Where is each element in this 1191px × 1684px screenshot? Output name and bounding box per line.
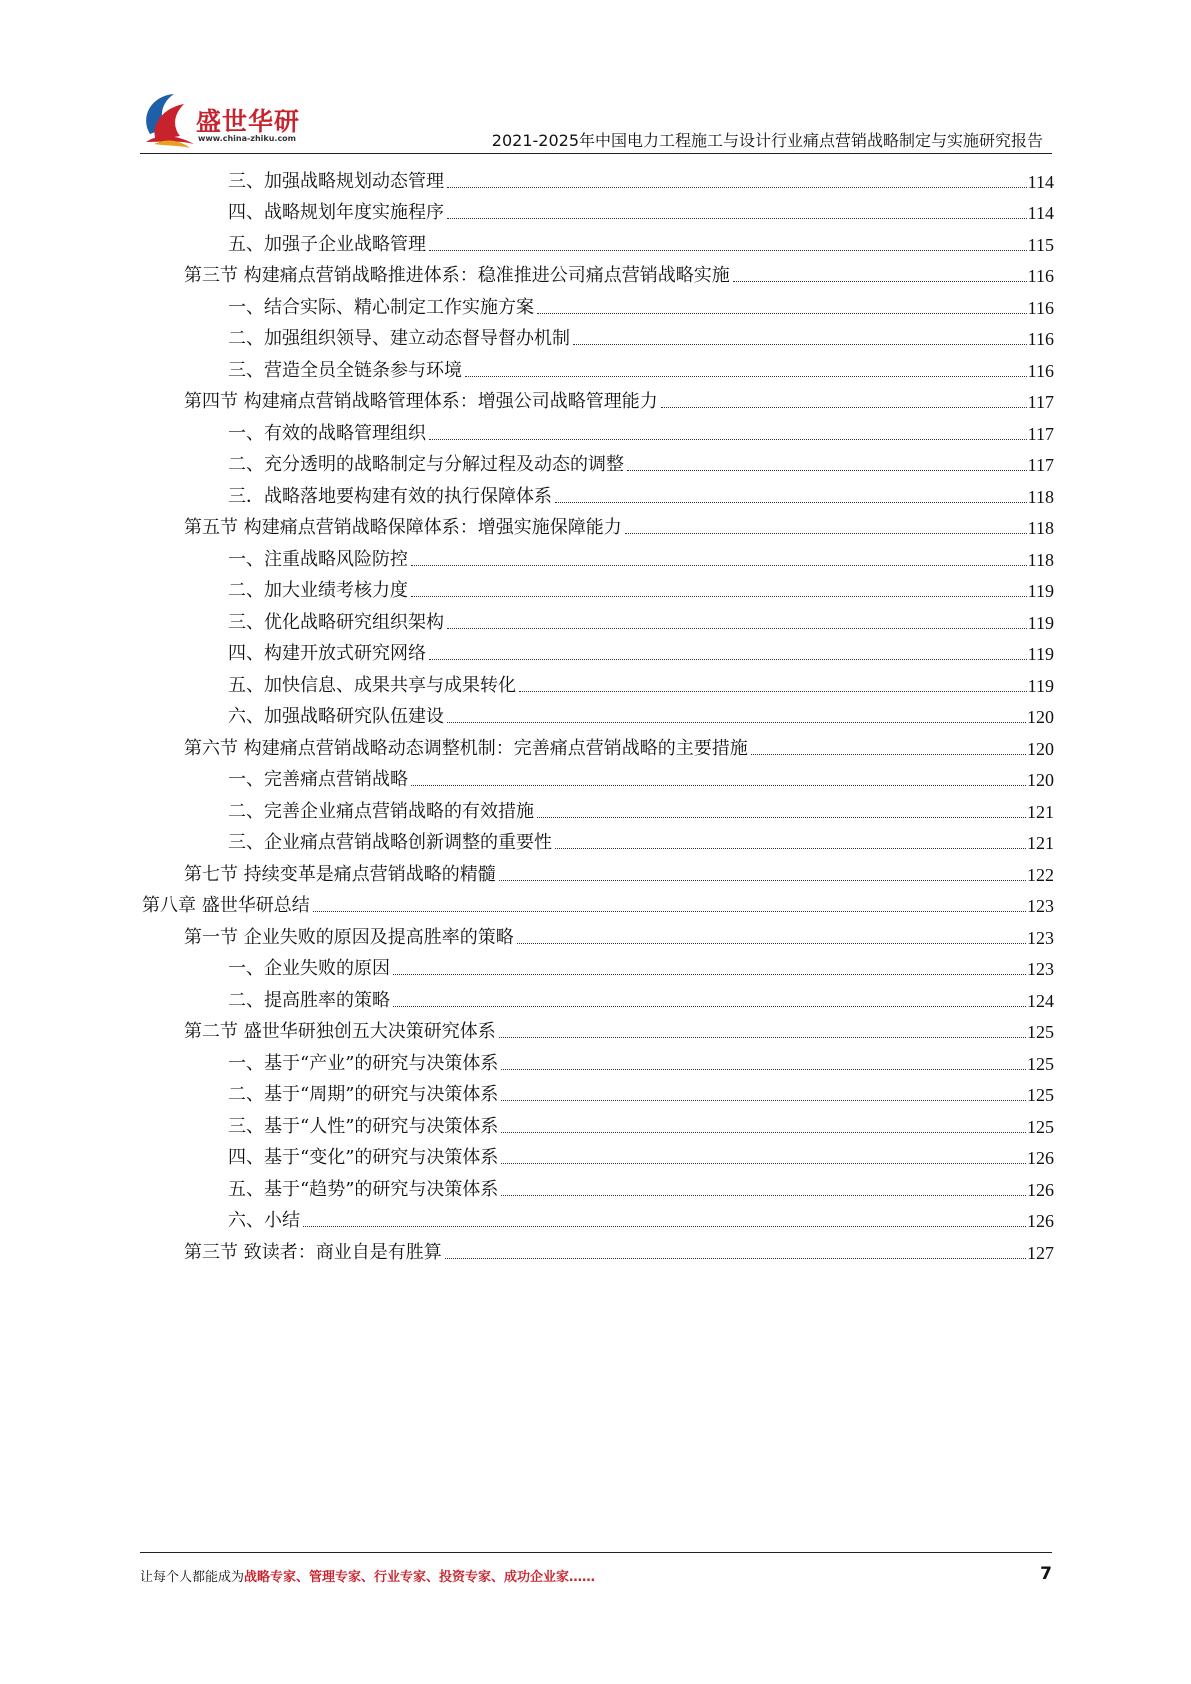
toc-entry[interactable] xyxy=(140,823,1054,855)
toc-entry[interactable] xyxy=(140,1043,1054,1075)
toc-entry[interactable] xyxy=(140,760,1054,792)
toc-entry-title: 第七节 持续变革是痛点营销战略的精髓 xyxy=(184,863,496,885)
toc-entry[interactable] xyxy=(140,634,1054,666)
toc-entry-title: 三、优化战略研究组织架构 xyxy=(228,611,444,633)
toc-entry-title: 三、加强战略规划动态管理 xyxy=(228,170,444,192)
toc-entry-title: 第三节 致读者：商业自是有胜算 xyxy=(184,1241,442,1263)
toc-entry-page: 123 xyxy=(1027,927,1054,948)
toc-entry-page: 124 xyxy=(1027,990,1054,1011)
toc-dot-leader xyxy=(519,691,1027,692)
toc-dot-leader xyxy=(661,407,1027,408)
toc-entry[interactable] xyxy=(140,791,1054,823)
toc-entry-title: 四、战略规划年度实施程序 xyxy=(228,202,444,223)
toc-dot-leader xyxy=(411,785,1026,786)
toc-dot-leader xyxy=(573,344,1027,345)
toc-dot-leader xyxy=(625,533,1027,534)
footer-slogan-highlight: 战略专家、管理专家、行业专家、投资专家、成功企业家…… xyxy=(244,1570,596,1585)
toc-entry[interactable] xyxy=(140,287,1054,319)
toc-dot-leader xyxy=(499,880,1026,881)
toc-entry-page: 119 xyxy=(1027,675,1054,696)
toc-entry-page: 114 xyxy=(1027,171,1054,192)
toc-entry-title: 二、充分透明的战略制定与分解过程及动态的调整 xyxy=(228,454,624,475)
toc-entry-title: 二、完善企业痛点营销战略的有效措施 xyxy=(228,800,534,822)
toc-entry-title: 第四节 构建痛点营销战略管理体系：增强公司战略管理能力 xyxy=(184,391,658,412)
toc-entry-page: 126 xyxy=(1027,1179,1054,1200)
toc-entry-title: 一、基于“产业”的研究与决策体系 xyxy=(228,1052,499,1074)
toc-entry-page: 119 xyxy=(1027,644,1054,664)
toc-entry[interactable] xyxy=(140,476,1054,508)
toc-dot-leader xyxy=(501,1069,1026,1070)
toc-entry-page: 126 xyxy=(1027,1211,1054,1231)
toc-dot-leader xyxy=(447,722,1026,723)
toc-entry-title: 第三节 构建痛点营销战略推进体系：稳准推进公司痛点营销战略实施 xyxy=(184,265,730,286)
toc-entry[interactable] xyxy=(140,413,1054,445)
toc-entry[interactable] xyxy=(140,161,1054,193)
toc-entry[interactable] xyxy=(140,382,1054,414)
toc-dot-leader xyxy=(429,659,1027,660)
toc-dot-leader xyxy=(393,974,1026,975)
toc-entry[interactable] xyxy=(140,1138,1054,1170)
toc-dot-leader xyxy=(447,628,1027,629)
toc-entry-page: 125 xyxy=(1027,1053,1054,1074)
toc-entry[interactable] xyxy=(140,319,1054,351)
toc-dot-leader xyxy=(537,817,1026,818)
toc-entry[interactable] xyxy=(140,539,1054,571)
toc-entry[interactable] xyxy=(140,1201,1054,1233)
toc-entry[interactable] xyxy=(140,665,1054,697)
toc-entry[interactable] xyxy=(140,571,1054,603)
report-title: 2021-2025年中国电力工程施工与设计行业痛点营销战略制定与实施研究报告 xyxy=(491,131,1043,150)
toc-entry[interactable] xyxy=(140,697,1054,729)
page-footer xyxy=(140,1566,1052,1590)
toc-entry-page: 117 xyxy=(1027,423,1054,444)
toc-dot-leader xyxy=(555,502,1027,503)
page-number: 7 xyxy=(1040,1564,1052,1584)
toc-entry-title: 第八章 盛世华研总结 xyxy=(142,895,310,916)
toc-entry[interactable] xyxy=(140,1012,1054,1044)
toc-entry-page: 118 xyxy=(1027,486,1054,507)
toc-dot-leader xyxy=(447,218,1027,219)
toc-entry[interactable] xyxy=(140,917,1054,949)
toc-entry-title: 第二节 盛世华研独创五大决策研究体系 xyxy=(184,1021,496,1042)
toc-entry-title: 三、企业痛点营销战略创新调整的重要性 xyxy=(228,832,552,853)
toc-dot-leader xyxy=(537,313,1027,314)
page-header xyxy=(0,0,1191,160)
toc-entry[interactable] xyxy=(140,1169,1054,1201)
footer-divider xyxy=(140,1552,1052,1553)
toc-dot-leader xyxy=(517,943,1026,944)
toc-dot-leader xyxy=(751,754,1026,755)
toc-entry-page: 115 xyxy=(1027,234,1054,255)
footer-slogan-lead: 让每个人都能成为 xyxy=(140,1570,245,1585)
toc-entry-page: 126 xyxy=(1027,1148,1054,1168)
toc-dot-leader xyxy=(501,1132,1026,1133)
toc-entry-title: 五、加快信息、成果共享与成果转化 xyxy=(228,674,516,696)
toc-entry-page: 121 xyxy=(1027,801,1054,822)
toc-entry-title: 二、加强组织领导、建立动态督导督办机制 xyxy=(228,328,570,349)
toc-entry-page: 125 xyxy=(1027,1116,1054,1137)
toc-entry-title: 第一节 企业失败的原因及提高胜率的策略 xyxy=(184,926,514,948)
toc-dot-leader xyxy=(555,848,1026,849)
toc-entry-title: 五、加强子企业战略管理 xyxy=(228,233,426,255)
toc-entry-title: 六、加强战略研究队伍建设 xyxy=(228,706,444,727)
toc-dot-leader xyxy=(501,1195,1026,1196)
toc-entry-title: 一、企业失败的原因 xyxy=(228,958,390,979)
logo-text: 盛世华研 xyxy=(196,107,301,136)
toc-dot-leader xyxy=(429,439,1027,440)
logo-url: www.china-zhiku.com xyxy=(198,134,297,143)
toc-entry-page: 118 xyxy=(1027,518,1054,538)
toc-entry-page: 116 xyxy=(1027,360,1054,381)
header-divider xyxy=(140,153,1052,154)
toc-dot-leader xyxy=(303,1226,1026,1227)
toc-entry[interactable] xyxy=(140,193,1054,225)
toc-entry-page: 123 xyxy=(1027,959,1054,979)
toc-entry-title: 四、构建开放式研究网络 xyxy=(228,643,426,664)
toc-entry-title: 六、小结 xyxy=(228,1210,300,1231)
toc-entry-page: 116 xyxy=(1027,266,1054,286)
table-of-contents xyxy=(140,161,1054,1264)
toc-dot-leader xyxy=(411,565,1027,566)
toc-entry-title: 二、提高胜率的策略 xyxy=(228,989,390,1011)
toc-entry-page: 117 xyxy=(1027,455,1054,475)
toc-entry-page: 118 xyxy=(1027,549,1054,570)
toc-entry-title: 二、加大业绩考核力度 xyxy=(228,580,408,601)
toc-dot-leader xyxy=(393,1006,1026,1007)
toc-entry-page: 119 xyxy=(1027,612,1054,633)
toc-dot-leader xyxy=(501,1163,1026,1164)
toc-entry[interactable] xyxy=(140,224,1054,256)
toc-entry-page: 123 xyxy=(1027,896,1054,916)
toc-entry[interactable] xyxy=(140,980,1054,1012)
toc-entry-title: 二、基于“周期”的研究与决策体系 xyxy=(228,1084,499,1105)
toc-entry[interactable] xyxy=(140,1106,1054,1138)
toc-dot-leader xyxy=(411,596,1027,597)
toc-entry-title: 一、结合实际、精心制定工作实施方案 xyxy=(228,296,534,318)
toc-dot-leader xyxy=(499,1037,1026,1038)
toc-entry-page: 119 xyxy=(1027,581,1054,601)
toc-entry[interactable] xyxy=(140,886,1054,918)
toc-dot-leader xyxy=(627,470,1027,471)
toc-entry[interactable] xyxy=(140,602,1054,634)
toc-entry-page: 127 xyxy=(1027,1242,1054,1263)
toc-entry-page: 116 xyxy=(1027,297,1054,318)
toc-entry-title: 三、基于“人性”的研究与决策体系 xyxy=(228,1115,499,1137)
company-logo xyxy=(140,82,330,152)
toc-entry-page: 117 xyxy=(1027,392,1054,412)
toc-entry-title: 一、注重战略风险防控 xyxy=(228,548,408,570)
toc-entry-page: 125 xyxy=(1027,1085,1054,1105)
toc-entry-page: 120 xyxy=(1027,770,1054,790)
toc-entry[interactable] xyxy=(140,1075,1054,1107)
toc-dot-leader xyxy=(313,911,1026,912)
toc-dot-leader xyxy=(733,281,1027,282)
toc-entry[interactable] xyxy=(140,350,1054,382)
toc-entry[interactable] xyxy=(140,508,1054,540)
toc-entry[interactable] xyxy=(140,949,1054,981)
toc-entry-title: 五、基于“趋势”的研究与决策体系 xyxy=(228,1178,499,1200)
toc-entry[interactable] xyxy=(140,728,1054,760)
toc-dot-leader xyxy=(445,1258,1026,1259)
toc-entry-page: 121 xyxy=(1027,833,1054,853)
toc-entry-page: 116 xyxy=(1027,329,1054,349)
toc-entry[interactable] xyxy=(140,1232,1054,1264)
toc-entry-page: 120 xyxy=(1027,738,1054,759)
toc-entry-title: 一、有效的战略管理组织 xyxy=(228,422,426,444)
toc-entry-page: 125 xyxy=(1027,1022,1054,1042)
toc-entry[interactable] xyxy=(140,256,1054,288)
toc-entry-title: 三、营造全员全链条参与环境 xyxy=(228,359,462,381)
toc-dot-leader xyxy=(447,187,1027,188)
toc-entry-page: 114 xyxy=(1027,203,1054,223)
toc-entry[interactable] xyxy=(140,854,1054,886)
toc-dot-leader xyxy=(429,250,1027,251)
toc-dot-leader xyxy=(501,1100,1026,1101)
toc-entry-page: 122 xyxy=(1027,864,1054,885)
toc-entry[interactable] xyxy=(140,445,1054,477)
toc-entry-title: 一、完善痛点营销战略 xyxy=(228,769,408,790)
toc-entry-title: 三．战略落地要构建有效的执行保障体系 xyxy=(228,485,552,507)
toc-entry-title: 四、基于“变化”的研究与决策体系 xyxy=(228,1147,499,1168)
toc-entry-page: 120 xyxy=(1027,707,1054,727)
toc-entry-title: 第五节 构建痛点营销战略保障体系：增强实施保障能力 xyxy=(184,517,622,538)
toc-entry-title: 第六节 构建痛点营销战略动态调整机制：完善痛点营销战略的主要措施 xyxy=(184,737,748,759)
toc-dot-leader xyxy=(465,376,1027,377)
